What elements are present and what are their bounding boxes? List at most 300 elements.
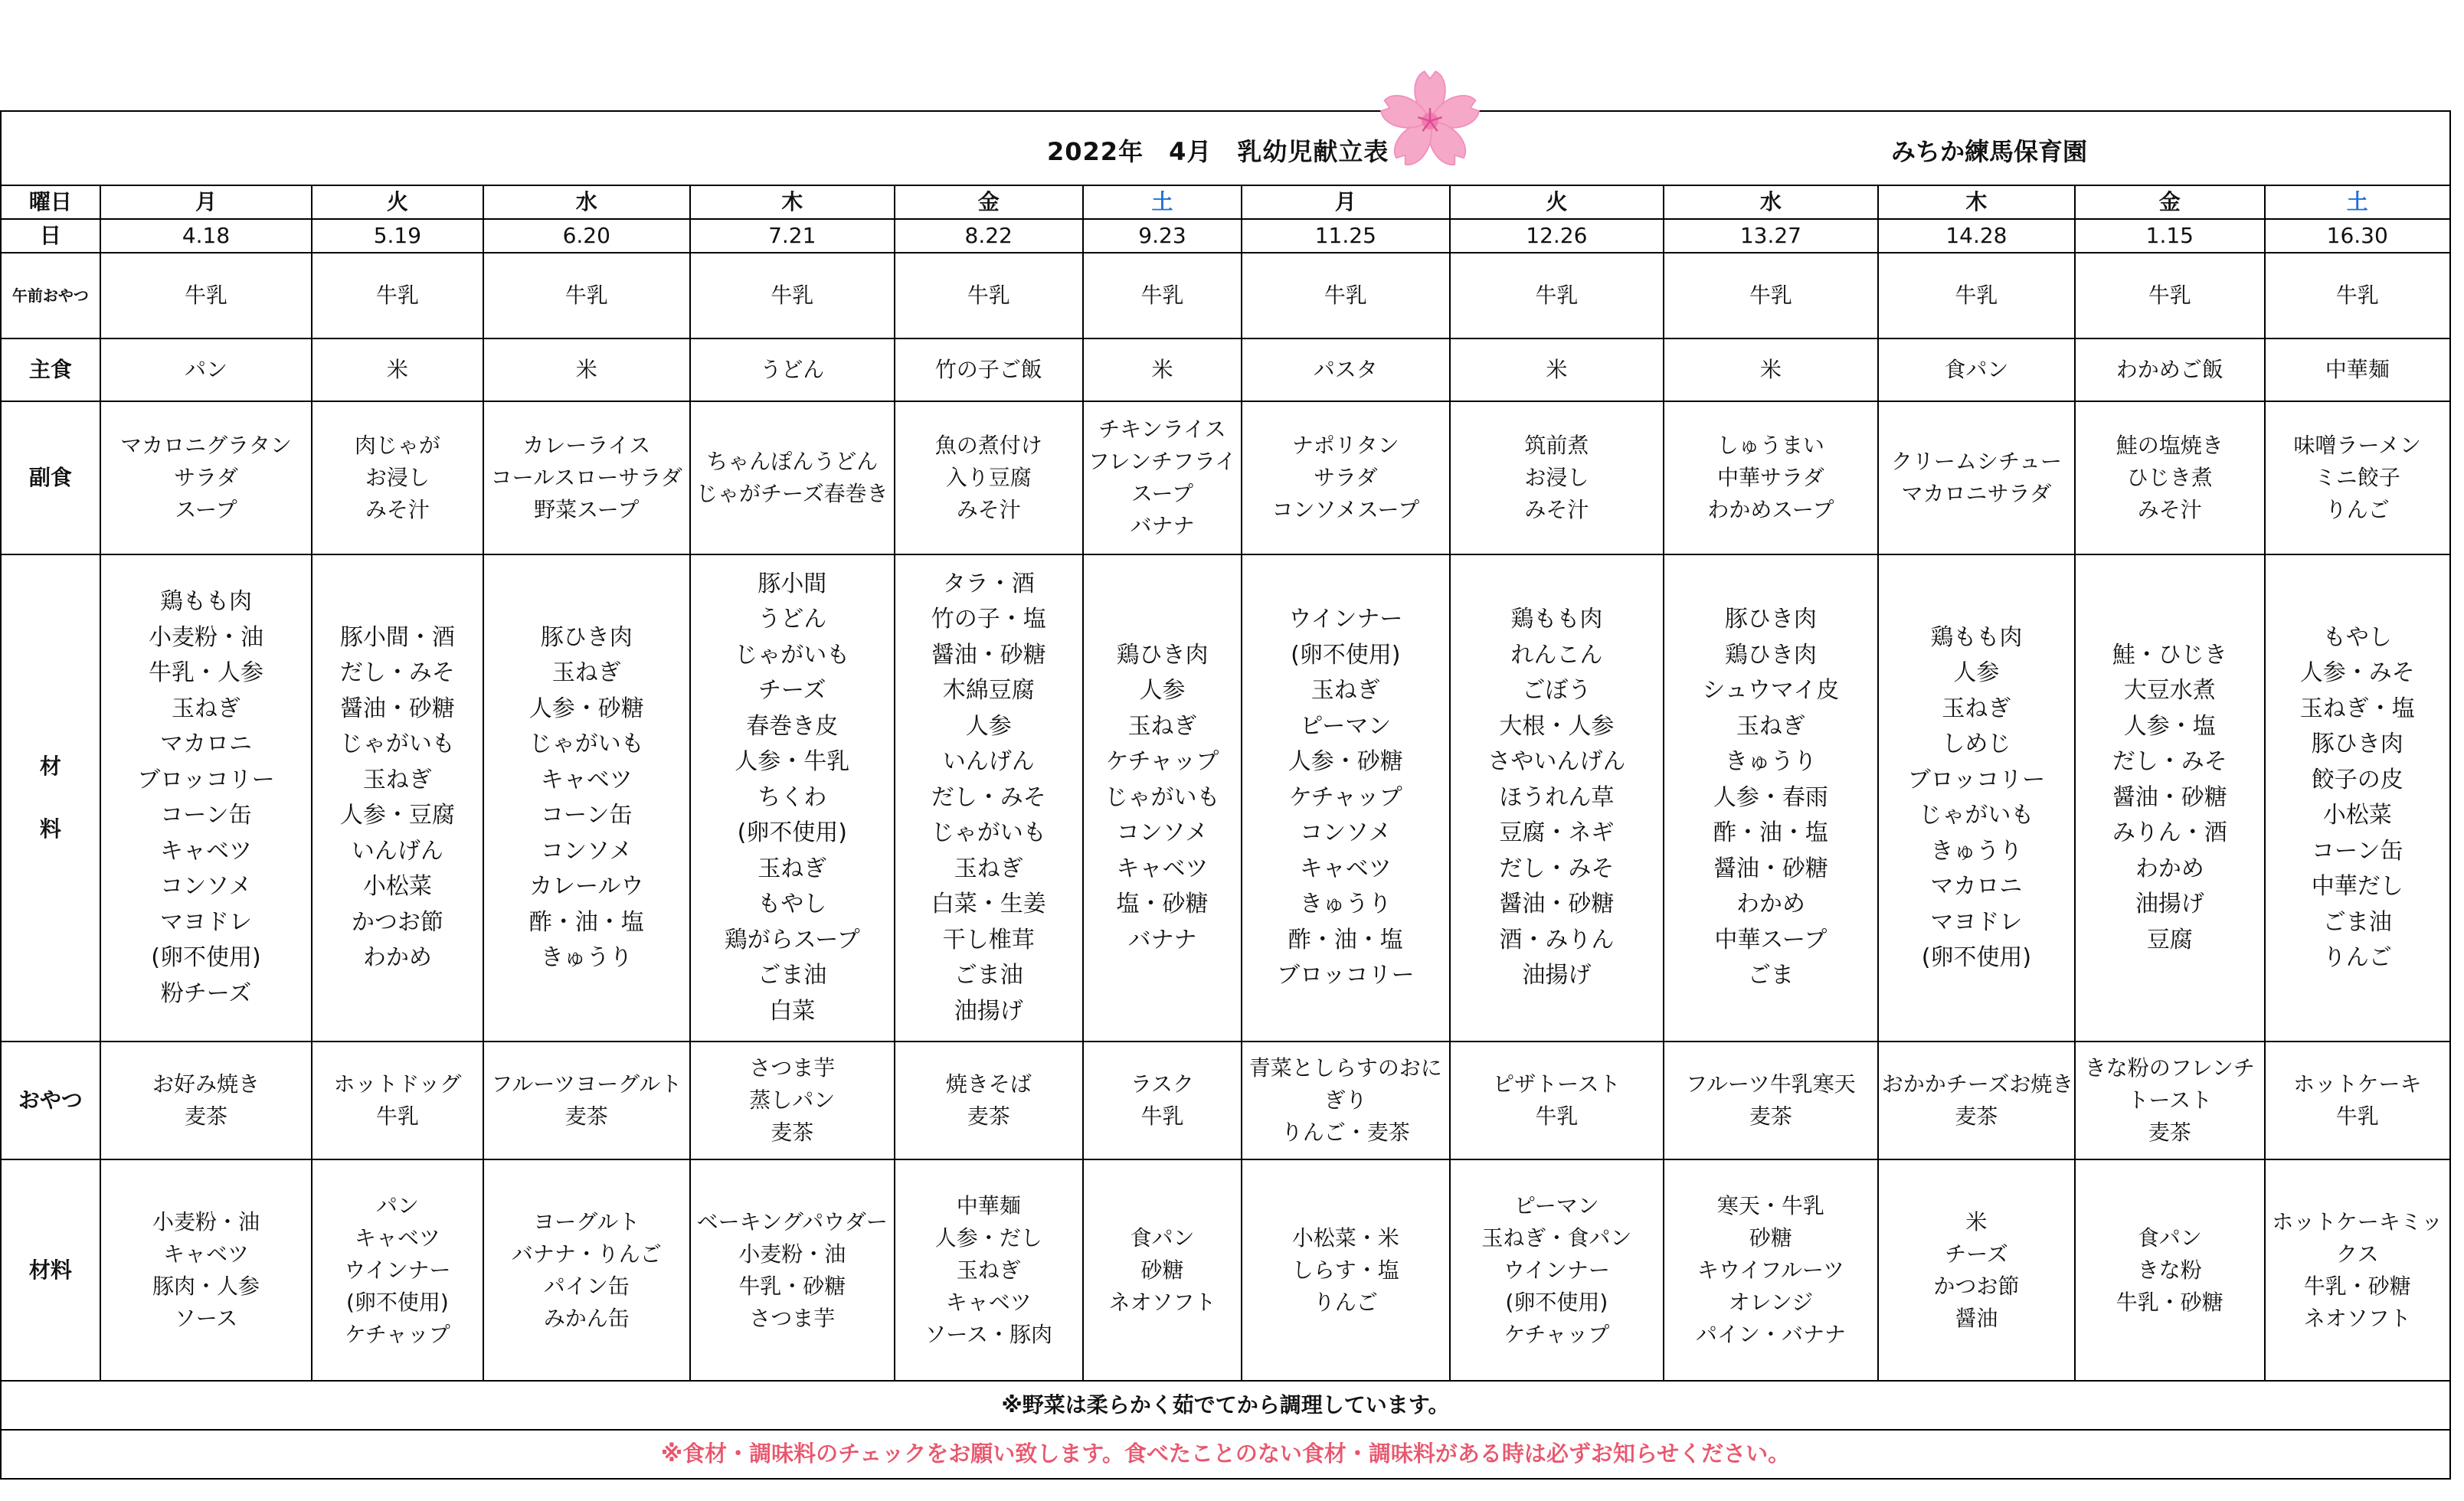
line-item: 牛乳 — [1140, 1104, 1184, 1129]
line-item: 砂糖 — [1140, 1257, 1184, 1283]
date-cell: 6.20 — [483, 219, 691, 253]
line-item: トースト — [2127, 1087, 2213, 1113]
line-item: 玉ねぎ・塩 — [2299, 695, 2415, 722]
line-item: ソース — [174, 1305, 238, 1331]
row-label: 曜日 — [1, 185, 100, 219]
am-cell: 牛乳 — [2075, 253, 2264, 338]
sing-cell — [483, 1159, 691, 1381]
cell-lines — [1882, 620, 2071, 976]
line-item: れんこん — [1510, 641, 1603, 669]
line-item: 玉ねぎ — [1127, 712, 1197, 740]
am-cell: 牛乳 — [312, 253, 483, 338]
line-item: 鮭・ひじき — [2112, 641, 2227, 669]
cell-lines — [1667, 602, 1874, 994]
cell-lines — [2269, 430, 2447, 526]
snack-cell — [100, 1042, 312, 1159]
snack-cell — [2265, 1042, 2451, 1159]
line-item: チーズ — [758, 677, 826, 705]
line-item: ケチャップ — [1288, 783, 1402, 811]
weekday-cell: 月 — [100, 185, 312, 219]
line-item: タラ・酒 — [942, 570, 1035, 597]
line-item: 人参・牛乳 — [735, 748, 850, 776]
line-item: マカロニ — [159, 731, 252, 757]
staple-cell: パスタ — [1242, 338, 1450, 401]
line-item: 玉ねぎ・食パン — [1481, 1225, 1632, 1251]
line-item: 牛乳・砂糖 — [2303, 1273, 2411, 1299]
line-item: マカロニグラタン — [120, 433, 292, 458]
staple-cell: 米 — [1083, 338, 1242, 401]
side-cell — [2265, 401, 2451, 554]
line-item: シュウマイ皮 — [1702, 677, 1840, 705]
line-item: ブロッコリー — [1277, 962, 1415, 989]
line-item: カレーライス — [522, 433, 651, 458]
line-item: 人参・みそ — [2299, 659, 2415, 686]
line-item: 魚の煮付け — [934, 433, 1042, 458]
date-cell: 16.30 — [2265, 219, 2451, 253]
sing-cell — [100, 1159, 312, 1381]
line-item: みりん・酒 — [2112, 819, 2227, 847]
line-item: 豆腐 — [2146, 926, 2193, 953]
line-item: 麦茶 — [2148, 1120, 2191, 1145]
weekday-cell: 火 — [312, 185, 483, 219]
line-item: 小麦粉・油 — [738, 1241, 846, 1267]
line-item: 玉ねぎ — [956, 1257, 1021, 1283]
line-item: キャベツ — [540, 766, 633, 793]
line-item: ごま油 — [758, 962, 827, 989]
date-row — [1, 219, 2450, 253]
cell-lines — [1881, 1068, 2074, 1133]
staple-cell: 中華麺 — [2265, 338, 2451, 401]
footer-note: ※野菜は柔らかく茹でてから調理しています。 — [1, 1381, 2450, 1430]
line-item: 小松菜 — [2322, 802, 2392, 829]
side-cell — [2075, 401, 2264, 554]
line-item: ラスク — [1130, 1071, 1195, 1097]
side-cell — [100, 401, 312, 554]
am-cell: 牛乳 — [1664, 253, 1878, 338]
line-item: スープ — [1131, 481, 1194, 506]
weekday-cell: 火 — [1450, 185, 1664, 219]
line-item: 牛乳 — [1535, 1104, 1579, 1129]
line-item: フルーツ牛乳寒天 — [1686, 1071, 1856, 1097]
line-item: (卵不使用) — [1921, 944, 2032, 971]
sing-cell — [2075, 1159, 2264, 1381]
cherry-blossom-icon — [1375, 66, 1485, 176]
cell-lines — [1667, 1068, 1874, 1133]
line-item: バナナ — [1130, 513, 1195, 538]
line-item: きな粉 — [2137, 1257, 2202, 1283]
date-cell: 13.27 — [1664, 219, 1878, 253]
cell-lines — [487, 1206, 687, 1335]
ing-cell — [483, 554, 691, 1042]
cell-lines — [1454, 1190, 1661, 1351]
cell-lines — [1454, 602, 1661, 994]
cell-lines — [1087, 414, 1238, 542]
side-cell — [1083, 401, 1242, 554]
line-item: キャベツ — [159, 837, 252, 865]
line-item: 牛乳・砂糖 — [2116, 1289, 2223, 1315]
weekday-cell: 水 — [483, 185, 691, 219]
line-item: じゃがいも — [1919, 802, 2034, 829]
line-item: 寒天・牛乳 — [1716, 1192, 1824, 1218]
cell-lines — [1454, 1068, 1661, 1133]
line-item: ごぼう — [1522, 677, 1592, 705]
snack-ingredients-row — [1, 1159, 2450, 1381]
line-item: 醤油・砂糖 — [931, 641, 1046, 669]
side-cell — [1664, 401, 1878, 554]
line-item: ちくわ — [758, 783, 827, 811]
staple-cell: 米 — [1450, 338, 1664, 401]
cell-lines — [1087, 1222, 1238, 1319]
line-item: ケチャップ — [1105, 748, 1219, 776]
line-item: 中華サラダ — [1717, 465, 1824, 490]
line-item: きゅうり — [1724, 748, 1817, 776]
snack-cell — [1242, 1042, 1450, 1159]
ing-cell — [1242, 554, 1450, 1042]
am-cell: 牛乳 — [1083, 253, 1242, 338]
am-cell: 牛乳 — [895, 253, 1083, 338]
staple-cell: わかめご飯 — [2075, 338, 2264, 401]
weekday-cell: 金 — [2075, 185, 2264, 219]
line-item: 酒・みりん — [1499, 926, 1615, 953]
line-item: コンソメ — [1300, 819, 1392, 847]
line-item: サラダ — [1313, 465, 1378, 490]
am-cell: 牛乳 — [100, 253, 312, 338]
line-item: 豆腐・ネギ — [1499, 819, 1615, 847]
line-item: 小麦粉・油 — [152, 1208, 260, 1234]
side-cell — [690, 401, 894, 554]
snack-cell — [895, 1042, 1083, 1159]
sing-cell — [312, 1159, 483, 1381]
line-item: 麦茶 — [771, 1120, 814, 1145]
line-item: 小麦粉・油 — [148, 623, 263, 651]
line-item: いんげん — [942, 748, 1035, 776]
line-item: だし・みそ — [931, 783, 1046, 811]
line-item: りんご — [2322, 944, 2392, 971]
snack-cell — [1878, 1042, 2075, 1159]
line-item: カレールウ — [529, 873, 644, 900]
cell-lines — [2269, 1068, 2447, 1133]
line-item: ホットドッグ — [333, 1071, 462, 1097]
cell-lines — [2269, 1206, 2447, 1335]
line-item: クス — [2335, 1241, 2379, 1267]
morning-snack-row — [1, 253, 2450, 338]
line-item: ホットケーキミッ — [2272, 1208, 2443, 1234]
line-item: 中華スープ — [1714, 926, 1828, 953]
line-item: 小松菜・米 — [1291, 1225, 1399, 1251]
line-item: 鶏ひき肉 — [1116, 641, 1209, 669]
am-cell: 牛乳 — [690, 253, 894, 338]
side-cell — [1450, 401, 1664, 554]
menu-title: 2022年 4月 乳幼児献立表 — [1047, 137, 1389, 166]
line-item: みそ汁 — [365, 497, 430, 522]
line-item: みそ汁 — [1524, 497, 1589, 522]
line-item: 人参・豆腐 — [339, 802, 455, 829]
line-item: しゅうまい — [1716, 433, 1824, 458]
line-item: 油揚げ — [2135, 891, 2204, 918]
line-item: (卵不使用) — [1505, 1289, 1608, 1315]
line-item: 麦茶 — [1955, 1104, 1998, 1129]
line-item: みかん缶 — [543, 1305, 630, 1331]
line-item: 餃子の皮 — [2311, 766, 2403, 793]
line-item: お好み焼き — [152, 1071, 260, 1097]
sing-cell — [1242, 1159, 1450, 1381]
line-item: 玉ねぎ — [758, 855, 827, 882]
row-label — [1, 554, 100, 1042]
cell-lines — [898, 1068, 1079, 1133]
line-item: 麦茶 — [1749, 1104, 1792, 1129]
ingredients-row — [1, 554, 2450, 1042]
menu-table — [0, 110, 2451, 1480]
cell-lines — [898, 430, 1079, 526]
line-item: マカロニサラダ — [1901, 481, 2052, 506]
line-item: かつお節 — [1933, 1273, 2020, 1299]
ing-cell — [1450, 554, 1664, 1042]
line-item: (卵不使用) — [737, 819, 847, 847]
line-item: 鶏がらスープ — [724, 926, 860, 953]
row-label-char: 材 — [39, 754, 61, 779]
line-item: チキンライス — [1098, 417, 1226, 442]
line-item: 砂糖 — [1749, 1225, 1792, 1251]
line-item: コーン缶 — [2312, 837, 2403, 865]
line-item: さつま芋 — [749, 1055, 836, 1081]
line-item: 油揚げ — [1522, 962, 1592, 989]
line-item: ヨーグルト — [533, 1208, 640, 1234]
line-item: 食パン — [1130, 1225, 1195, 1251]
cell-lines — [2079, 1052, 2260, 1149]
line-item: ごま油 — [2322, 908, 2392, 936]
sing-cell — [1878, 1159, 2075, 1381]
cell-lines — [694, 1206, 890, 1335]
line-item: キャベツ — [354, 1225, 440, 1251]
cell-lines — [316, 1068, 479, 1133]
date-cell: 12.26 — [1450, 219, 1664, 253]
line-item: コンソメ — [160, 873, 252, 900]
line-item: キャベツ — [1299, 855, 1392, 882]
line-item: フレンチフライ — [1088, 449, 1237, 474]
row-label: 副食 — [1, 401, 100, 554]
line-item: さつま芋 — [749, 1305, 836, 1331]
weekday-cell: 月 — [1242, 185, 1450, 219]
line-item: 肉じゃが — [354, 433, 440, 458]
line-item: ケチャップ — [1504, 1321, 1610, 1347]
line-item: 人参・塩 — [2123, 712, 2216, 740]
line-item: 麦茶 — [184, 1104, 227, 1129]
line-item: バナナ — [1127, 926, 1197, 953]
line-item: 酢・油・塩 — [528, 908, 644, 936]
line-item: 麦茶 — [564, 1104, 608, 1129]
row-label-char: 料 — [39, 816, 61, 842]
staple-cell: 米 — [312, 338, 483, 401]
line-item: 醤油・砂糖 — [1499, 891, 1615, 918]
snack-cell — [312, 1042, 483, 1159]
line-item: 青菜としらすのおに — [1248, 1055, 1442, 1081]
line-item: 麦茶 — [967, 1104, 1010, 1129]
line-item: ホットケーキ — [2293, 1071, 2422, 1097]
line-item: 玉ねぎ — [171, 695, 241, 722]
cell-lines — [1087, 638, 1238, 959]
line-item: 牛乳 — [375, 1104, 419, 1129]
line-item: だし・みそ — [339, 659, 455, 686]
line-item: 人参 — [965, 712, 1012, 740]
line-item: じゃがいも — [931, 819, 1046, 847]
line-item: だし・みそ — [2112, 748, 2227, 776]
sing-cell — [1664, 1159, 1878, 1381]
line-item: 鶏もも肉 — [1930, 623, 2023, 651]
sing-cell — [2265, 1159, 2451, 1381]
line-item: 中華だし — [2311, 873, 2403, 900]
line-item: 酢・油・塩 — [1288, 926, 1403, 953]
line-item: じゃがいも — [735, 641, 850, 669]
line-item: わかめ — [362, 944, 432, 971]
line-item: 粉チーズ — [160, 979, 252, 1007]
line-item: ナポリタン — [1291, 433, 1399, 458]
line-item: 玉ねぎ — [551, 659, 621, 686]
line-item: みそ汁 — [956, 497, 1021, 522]
cell-lines — [487, 1068, 687, 1133]
am-cell: 牛乳 — [1450, 253, 1664, 338]
line-item: 玉ねぎ — [1311, 677, 1380, 705]
line-item: りんご — [2325, 497, 2390, 522]
line-item: 油揚げ — [954, 997, 1023, 1025]
line-item: 蒸しパン — [749, 1087, 836, 1113]
footer-caution — [1, 1430, 2450, 1479]
row-label: 午前おやつ — [1, 253, 100, 338]
line-item: 塩・砂糖 — [1116, 891, 1209, 918]
cell-lines — [1454, 430, 1661, 526]
cell-lines — [104, 430, 309, 526]
line-item: 豚ひき肉 — [1724, 606, 1817, 633]
line-item: パン — [375, 1192, 419, 1218]
line-item: 酢・油・塩 — [1713, 819, 1828, 847]
line-item: 木綿豆腐 — [942, 677, 1035, 705]
caution-mark: ※ — [660, 1441, 683, 1467]
line-item: わかめ — [1736, 891, 1805, 918]
am-cell: 牛乳 — [1878, 253, 2075, 338]
sing-cell — [1083, 1159, 1242, 1381]
line-item: 玉ねぎ — [1942, 695, 2011, 722]
line-item: 野菜スープ — [534, 497, 640, 522]
line-item: きな粉のフレンチ — [2084, 1055, 2255, 1081]
cell-lines — [316, 1190, 479, 1351]
line-item: ほうれん草 — [1499, 783, 1615, 811]
row-label: おやつ — [1, 1042, 100, 1159]
line-item: キャベツ — [945, 1289, 1032, 1315]
staple-cell: うどん — [690, 338, 894, 401]
ing-cell — [690, 554, 894, 1042]
line-item: 入り豆腐 — [945, 465, 1032, 490]
line-item: 玉ねぎ — [1736, 712, 1805, 740]
staple-cell: パン — [100, 338, 312, 401]
line-item: マカロニ — [1930, 873, 2023, 900]
line-item: コンソメ — [1116, 819, 1209, 847]
line-item: ごま油 — [954, 962, 1023, 989]
line-item: ピザトースト — [1493, 1071, 1621, 1097]
line-item: 鶏もも肉 — [1510, 606, 1603, 633]
cell-lines — [898, 567, 1079, 1030]
line-item: スープ — [175, 497, 237, 522]
line-item: 白菜・生姜 — [931, 891, 1046, 918]
line-item: お浸し — [365, 465, 430, 490]
date-cell: 1.15 — [2075, 219, 2264, 253]
line-item: 牛乳・人参 — [148, 659, 263, 686]
line-item: ブロッコリー — [1907, 766, 2046, 793]
line-item: ピーマン — [1513, 1192, 1599, 1218]
cell-lines — [2079, 638, 2260, 959]
ing-cell — [2075, 554, 2264, 1042]
line-item: 味噌ラーメン — [2293, 433, 2422, 458]
line-item: 豚小間・酒 — [339, 623, 455, 651]
line-item: 白菜 — [769, 997, 816, 1025]
line-item: 春巻き皮 — [746, 712, 839, 740]
side-dish-row — [1, 401, 2450, 554]
cell-lines — [104, 1068, 309, 1133]
line-item: ウインナー — [344, 1257, 451, 1283]
staple-row — [1, 338, 2450, 401]
ing-cell — [1878, 554, 2075, 1042]
line-item: 鶏もも肉 — [159, 588, 252, 615]
line-item: 豚ひき肉 — [2311, 731, 2403, 757]
cell-lines — [1667, 1190, 1874, 1351]
line-item: ピーマン — [1300, 712, 1392, 740]
line-item: 人参・だし — [934, 1225, 1042, 1251]
line-item: 牛乳 — [2335, 1104, 2379, 1129]
staple-cell: 米 — [483, 338, 691, 401]
line-item: 大豆水煮 — [2123, 677, 2216, 705]
line-item: ミニ餃子 — [2314, 465, 2400, 490]
side-cell — [895, 401, 1083, 554]
cell-lines — [487, 620, 687, 976]
line-item: コーン缶 — [160, 802, 252, 829]
ing-cell — [100, 554, 312, 1042]
cell-lines — [1882, 446, 2071, 510]
line-item: ベーキングパウダー — [696, 1208, 888, 1234]
weekday-cell: 木 — [1878, 185, 2075, 219]
line-item: じゃがいも — [339, 731, 455, 757]
line-item: サラダ — [174, 465, 238, 490]
cell-lines — [694, 567, 890, 1030]
line-item: ぎり — [1324, 1087, 1367, 1113]
row-label: 日 — [1, 219, 100, 253]
line-item: ブロッコリー — [137, 766, 275, 793]
ing-cell — [895, 554, 1083, 1042]
cell-lines — [1245, 1052, 1446, 1149]
line-item: 鶏ひき肉 — [1724, 641, 1817, 669]
cell-lines — [1245, 1222, 1446, 1319]
line-item: だし・みそ — [1499, 855, 1615, 882]
staple-cell: 米 — [1664, 338, 1878, 401]
cell-lines — [1667, 430, 1874, 526]
line-item: 豚肉・人参 — [152, 1273, 260, 1299]
line-item: お浸し — [1524, 465, 1589, 490]
line-item: キャベツ — [162, 1241, 249, 1267]
line-item: (卵不使用) — [151, 944, 261, 971]
line-item: しらす・塩 — [1291, 1257, 1399, 1283]
line-item: ウインナー — [1288, 606, 1403, 633]
line-item: もやし — [2322, 623, 2392, 651]
ing-cell — [312, 554, 483, 1042]
line-item: マヨドレ — [1930, 908, 2023, 936]
line-item: ネオソフト — [1108, 1289, 1216, 1315]
weekday-row — [1, 185, 2450, 219]
caution-text: 食材・調味料のチェックをお願い致します。食べたことのない食材・調味料がある時は必ずお知らせください。 — [682, 1441, 1791, 1467]
line-item: 干し椎茸 — [942, 926, 1035, 953]
cell-lines — [1882, 1206, 2071, 1335]
side-cell — [1878, 401, 2075, 554]
line-item: (卵不使用) — [1291, 641, 1401, 669]
line-item: わかめ — [2135, 855, 2204, 882]
snack-cell — [483, 1042, 691, 1159]
line-item: 大根・人参 — [1499, 712, 1615, 740]
